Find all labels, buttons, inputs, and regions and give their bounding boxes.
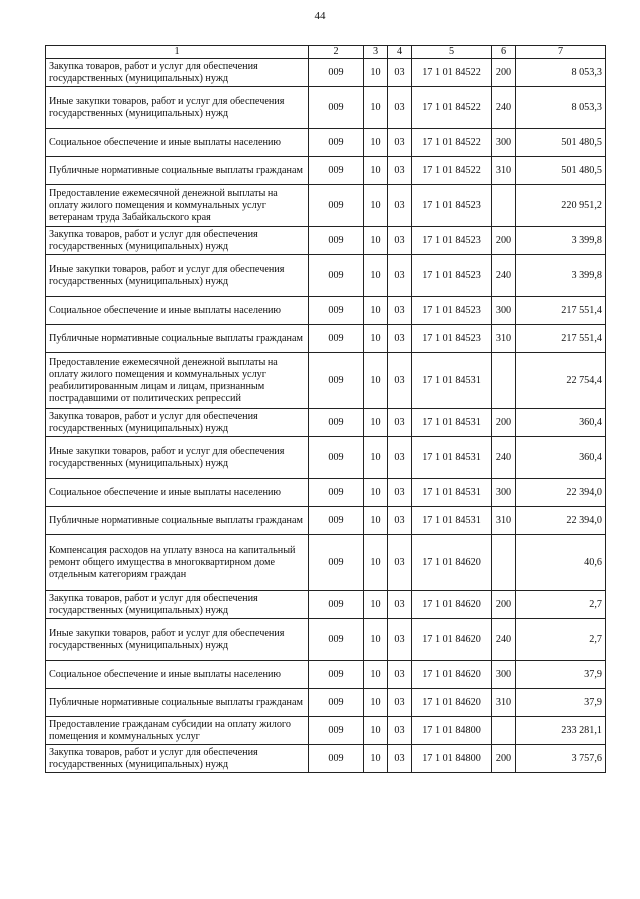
row-name-cell: Иные закупки товаров, работ и услуг для обеспечения государственных (муниципальных) нужд xyxy=(46,619,309,661)
row-amount-cell: 501 480,5 xyxy=(516,129,606,157)
row-name-cell: Закупка товаров, работ и услуг для обеспечения государственных (муниципальных) нужд xyxy=(46,591,309,619)
row-expense-type-cell: 200 xyxy=(492,59,516,87)
row-target-article-cell: 17 1 01 84522 xyxy=(412,157,492,185)
row-subsection-cell: 03 xyxy=(388,227,412,255)
row-subsection-cell: 03 xyxy=(388,87,412,129)
row-admin-code-cell: 009 xyxy=(309,535,364,591)
row-target-article-cell: 17 1 01 84523 xyxy=(412,255,492,297)
row-subsection-cell: 03 xyxy=(388,129,412,157)
row-section-cell: 10 xyxy=(364,59,388,87)
row-subsection-cell: 03 xyxy=(388,157,412,185)
row-section-cell: 10 xyxy=(364,87,388,129)
row-admin-code-cell: 009 xyxy=(309,129,364,157)
row-subsection-cell: 03 xyxy=(388,185,412,227)
row-expense-type-cell: 310 xyxy=(492,325,516,353)
row-name-cell: Закупка товаров, работ и услуг для обеспечения государственных (муниципальных) нужд xyxy=(46,227,309,255)
row-subsection-cell: 03 xyxy=(388,507,412,535)
table-row xyxy=(46,129,606,157)
row-admin-code-cell: 009 xyxy=(309,185,364,227)
row-name-cell: Социальное обеспечение и иные выплаты населению xyxy=(46,661,309,689)
row-section-cell: 10 xyxy=(364,437,388,479)
table-row xyxy=(46,255,606,297)
row-amount-cell: 217 551,4 xyxy=(516,325,606,353)
row-section-cell: 10 xyxy=(364,507,388,535)
row-target-article-cell: 17 1 01 84620 xyxy=(412,689,492,717)
row-section-cell: 10 xyxy=(364,185,388,227)
row-name-cell: Предоставление ежемесячной денежной выплаты на оплату жилого помещения и коммунальных услуг реабилитированным лицам и лицам, признанным пострадавшими от политических репрессий xyxy=(46,353,309,409)
row-subsection-cell: 03 xyxy=(388,297,412,325)
row-name-cell: Закупка товаров, работ и услуг для обеспечения государственных (муниципальных) нужд xyxy=(46,409,309,437)
table-row xyxy=(46,745,606,773)
row-name-cell: Предоставление ежемесячной денежной выплаты на оплату жилого помещения и коммунальных услуг ветеранам труда Забайкальского края xyxy=(46,185,309,227)
row-subsection-cell: 03 xyxy=(388,353,412,409)
row-amount-cell: 220 951,2 xyxy=(516,185,606,227)
row-target-article-cell: 17 1 01 84531 xyxy=(412,437,492,479)
row-admin-code-cell: 009 xyxy=(309,255,364,297)
row-amount-cell: 2,7 xyxy=(516,619,606,661)
table-row xyxy=(46,507,606,535)
row-section-cell: 10 xyxy=(364,745,388,773)
row-target-article-cell: 17 1 01 84531 xyxy=(412,409,492,437)
row-subsection-cell: 03 xyxy=(388,591,412,619)
row-target-article-cell: 17 1 01 84523 xyxy=(412,325,492,353)
row-admin-code-cell: 009 xyxy=(309,59,364,87)
row-name-cell: Компенсация расходов на уплату взноса на капитальный ремонт общего имущества в многоквартирном доме отдельным категориям граждан xyxy=(46,535,309,591)
row-admin-code-cell: 009 xyxy=(309,297,364,325)
row-amount-cell: 22 754,4 xyxy=(516,353,606,409)
row-section-cell: 10 xyxy=(364,689,388,717)
row-section-cell: 10 xyxy=(364,325,388,353)
row-subsection-cell: 03 xyxy=(388,479,412,507)
table-row xyxy=(46,619,606,661)
row-section-cell: 10 xyxy=(364,157,388,185)
row-admin-code-cell: 009 xyxy=(309,661,364,689)
row-admin-code-cell: 009 xyxy=(309,745,364,773)
row-section-cell: 10 xyxy=(364,409,388,437)
row-subsection-cell: 03 xyxy=(388,535,412,591)
row-expense-type-cell: 310 xyxy=(492,157,516,185)
row-target-article-cell: 17 1 01 84531 xyxy=(412,479,492,507)
table-row xyxy=(46,689,606,717)
row-admin-code-cell: 009 xyxy=(309,409,364,437)
row-subsection-cell: 03 xyxy=(388,689,412,717)
table-row xyxy=(46,87,606,129)
row-amount-cell: 22 394,0 xyxy=(516,479,606,507)
row-expense-type-cell: 300 xyxy=(492,297,516,325)
row-admin-code-cell: 009 xyxy=(309,717,364,745)
row-admin-code-cell: 009 xyxy=(309,437,364,479)
row-name-cell: Публичные нормативные социальные выплаты гражданам xyxy=(46,507,309,535)
row-name-cell: Социальное обеспечение и иные выплаты населению xyxy=(46,479,309,507)
row-amount-cell: 3 399,8 xyxy=(516,255,606,297)
row-expense-type-cell: 300 xyxy=(492,129,516,157)
table-row xyxy=(46,717,606,745)
row-admin-code-cell: 009 xyxy=(309,325,364,353)
row-name-cell: Иные закупки товаров, работ и услуг для обеспечения государственных (муниципальных) нужд xyxy=(46,255,309,297)
row-amount-cell: 360,4 xyxy=(516,409,606,437)
row-admin-code-cell: 009 xyxy=(309,507,364,535)
row-target-article-cell: 17 1 01 84522 xyxy=(412,59,492,87)
row-expense-type-cell: 240 xyxy=(492,619,516,661)
budget-table xyxy=(45,45,606,773)
row-amount-cell: 40,6 xyxy=(516,535,606,591)
row-section-cell: 10 xyxy=(364,297,388,325)
table-row xyxy=(46,661,606,689)
row-expense-type-cell: 200 xyxy=(492,745,516,773)
row-amount-cell: 22 394,0 xyxy=(516,507,606,535)
row-subsection-cell: 03 xyxy=(388,619,412,661)
row-admin-code-cell: 009 xyxy=(309,479,364,507)
row-expense-type-cell: 310 xyxy=(492,507,516,535)
table-row xyxy=(46,59,606,87)
row-name-cell: Публичные нормативные социальные выплаты гражданам xyxy=(46,689,309,717)
page-number: 44 xyxy=(314,10,326,22)
row-target-article-cell: 17 1 01 84523 xyxy=(412,185,492,227)
row-name-cell: Иные закупки товаров, работ и услуг для обеспечения государственных (муниципальных) нужд xyxy=(46,87,309,129)
row-subsection-cell: 03 xyxy=(388,59,412,87)
column-header: 4 xyxy=(388,46,412,59)
table-row xyxy=(46,227,606,255)
row-admin-code-cell: 009 xyxy=(309,353,364,409)
row-section-cell: 10 xyxy=(364,535,388,591)
row-target-article-cell: 17 1 01 84620 xyxy=(412,619,492,661)
row-subsection-cell: 03 xyxy=(388,325,412,353)
table-row xyxy=(46,325,606,353)
table-row xyxy=(46,157,606,185)
row-target-article-cell: 17 1 01 84620 xyxy=(412,591,492,619)
row-amount-cell: 8 053,3 xyxy=(516,87,606,129)
row-section-cell: 10 xyxy=(364,717,388,745)
row-admin-code-cell: 009 xyxy=(309,591,364,619)
row-amount-cell: 37,9 xyxy=(516,689,606,717)
row-target-article-cell: 17 1 01 84523 xyxy=(412,227,492,255)
row-amount-cell: 3 399,8 xyxy=(516,227,606,255)
row-admin-code-cell: 009 xyxy=(309,157,364,185)
row-expense-type-cell: 240 xyxy=(492,87,516,129)
row-target-article-cell: 17 1 01 84522 xyxy=(412,129,492,157)
row-name-cell: Закупка товаров, работ и услуг для обеспечения государственных (муниципальных) нужд xyxy=(46,745,309,773)
row-target-article-cell: 17 1 01 84620 xyxy=(412,535,492,591)
row-amount-cell: 360,4 xyxy=(516,437,606,479)
table-row xyxy=(46,185,606,227)
row-expense-type-cell: 200 xyxy=(492,591,516,619)
row-admin-code-cell: 009 xyxy=(309,619,364,661)
row-name-cell: Закупка товаров, работ и услуг для обеспечения государственных (муниципальных) нужд xyxy=(46,59,309,87)
row-admin-code-cell: 009 xyxy=(309,689,364,717)
column-header: 3 xyxy=(364,46,388,59)
row-target-article-cell: 17 1 01 84531 xyxy=(412,507,492,535)
row-amount-cell: 8 053,3 xyxy=(516,59,606,87)
row-expense-type-cell xyxy=(492,353,516,409)
table-row xyxy=(46,353,606,409)
row-expense-type-cell xyxy=(492,717,516,745)
table-row xyxy=(46,591,606,619)
row-subsection-cell: 03 xyxy=(388,717,412,745)
row-target-article-cell: 17 1 01 84523 xyxy=(412,297,492,325)
row-expense-type-cell: 200 xyxy=(492,409,516,437)
row-section-cell: 10 xyxy=(364,227,388,255)
row-section-cell: 10 xyxy=(364,661,388,689)
row-amount-cell: 3 757,6 xyxy=(516,745,606,773)
row-section-cell: 10 xyxy=(364,255,388,297)
table-header-row xyxy=(46,46,606,59)
row-expense-type-cell xyxy=(492,185,516,227)
row-expense-type-cell: 310 xyxy=(492,689,516,717)
row-section-cell: 10 xyxy=(364,353,388,409)
row-expense-type-cell: 300 xyxy=(492,479,516,507)
row-name-cell: Публичные нормативные социальные выплаты гражданам xyxy=(46,325,309,353)
column-header: 5 xyxy=(412,46,492,59)
table-row xyxy=(46,297,606,325)
row-target-article-cell: 17 1 01 84522 xyxy=(412,87,492,129)
row-admin-code-cell: 009 xyxy=(309,87,364,129)
row-expense-type-cell: 240 xyxy=(492,437,516,479)
row-section-cell: 10 xyxy=(364,591,388,619)
column-header: 1 xyxy=(46,46,309,59)
row-section-cell: 10 xyxy=(364,619,388,661)
row-admin-code-cell: 009 xyxy=(309,227,364,255)
row-amount-cell: 233 281,1 xyxy=(516,717,606,745)
row-amount-cell: 501 480,5 xyxy=(516,157,606,185)
row-subsection-cell: 03 xyxy=(388,255,412,297)
row-expense-type-cell: 300 xyxy=(492,661,516,689)
column-header: 2 xyxy=(309,46,364,59)
row-subsection-cell: 03 xyxy=(388,745,412,773)
column-header: 6 xyxy=(492,46,516,59)
row-name-cell: Социальное обеспечение и иные выплаты населению xyxy=(46,129,309,157)
row-target-article-cell: 17 1 01 84800 xyxy=(412,745,492,773)
row-expense-type-cell: 200 xyxy=(492,227,516,255)
column-header: 7 xyxy=(516,46,606,59)
row-name-cell: Предоставление гражданам субсидии на оплату жилого помещения и коммунальных услуг xyxy=(46,717,309,745)
row-section-cell: 10 xyxy=(364,479,388,507)
row-section-cell: 10 xyxy=(364,129,388,157)
table-row xyxy=(46,409,606,437)
row-target-article-cell: 17 1 01 84620 xyxy=(412,661,492,689)
row-name-cell: Публичные нормативные социальные выплаты гражданам xyxy=(46,157,309,185)
row-subsection-cell: 03 xyxy=(388,661,412,689)
table-row xyxy=(46,479,606,507)
row-target-article-cell: 17 1 01 84800 xyxy=(412,717,492,745)
row-amount-cell: 217 551,4 xyxy=(516,297,606,325)
row-target-article-cell: 17 1 01 84531 xyxy=(412,353,492,409)
row-expense-type-cell: 240 xyxy=(492,255,516,297)
table-row xyxy=(46,437,606,479)
row-subsection-cell: 03 xyxy=(388,409,412,437)
row-amount-cell: 2,7 xyxy=(516,591,606,619)
row-name-cell: Социальное обеспечение и иные выплаты населению xyxy=(46,297,309,325)
row-name-cell: Иные закупки товаров, работ и услуг для обеспечения государственных (муниципальных) нужд xyxy=(46,437,309,479)
row-expense-type-cell xyxy=(492,535,516,591)
row-subsection-cell: 03 xyxy=(388,437,412,479)
row-amount-cell: 37,9 xyxy=(516,661,606,689)
table-row xyxy=(46,535,606,591)
